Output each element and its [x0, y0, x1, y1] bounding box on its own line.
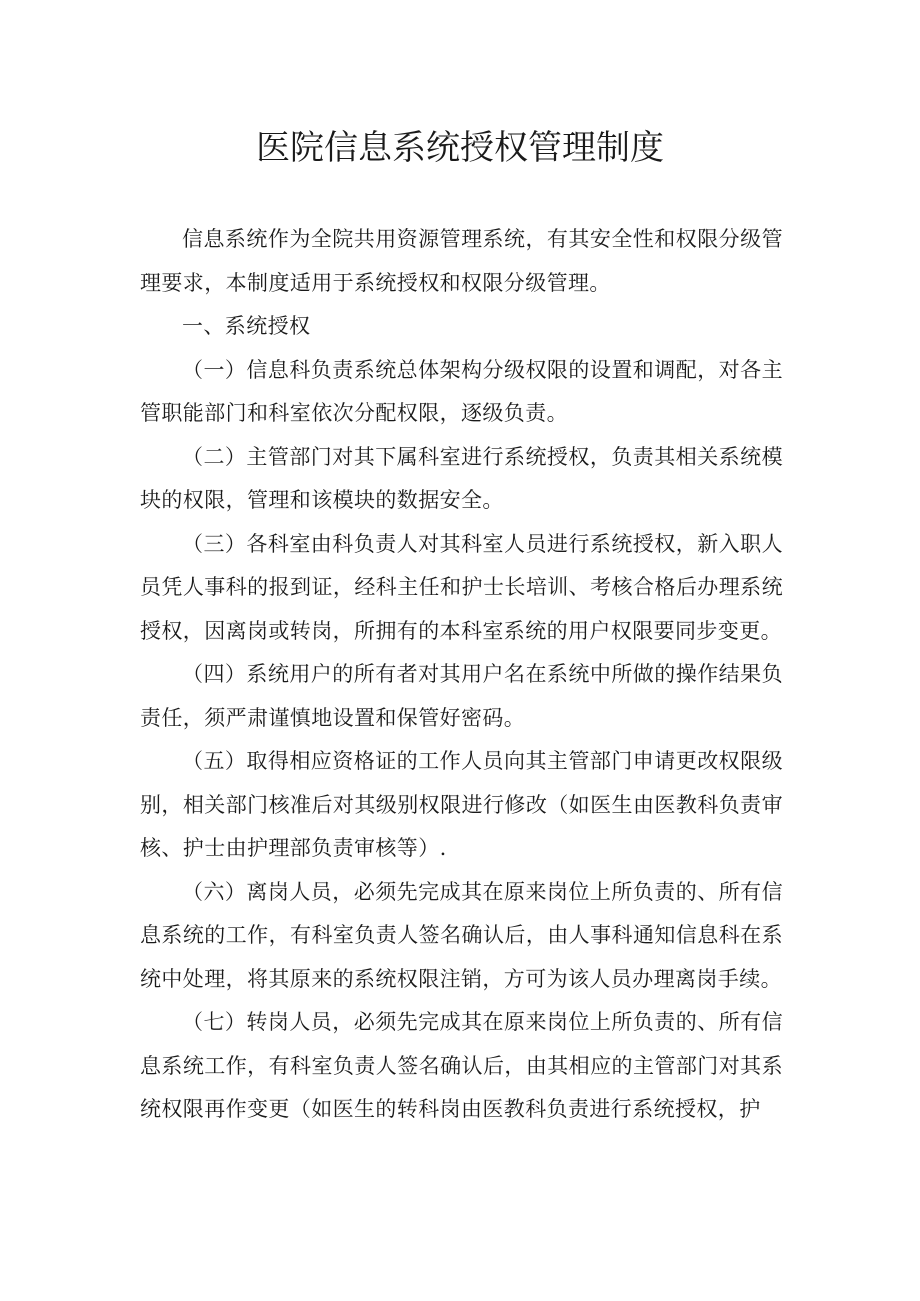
document-body — [140, 218, 783, 1132]
clause-6-paragraph: （六）离岗人员，必须先完成其在原来岗位上所负责的、所有信息系统的工作，有科室负责人签名确认后，由人事科通知信息科在系统中处理，将其原来的系统权限注销，方可为该人员办理离岗手续。 — [140, 879, 783, 991]
intro-paragraph: 信息系统作为全院共用资源管理系统，有其安全性和权限分级管理要求，本制度适用于系统授权和权限分级管理。 — [140, 227, 783, 295]
section-heading-system-authorization: 一、系统授权 — [182, 314, 311, 338]
clause-4-paragraph: （四）系统用户的所有者对其用户名在系统中所做的操作结果负责任，须严肃谨慎地设置和保管好密码。 — [140, 662, 783, 730]
clause-7-paragraph: （七）转岗人员，必须先完成其在原来岗位上所负责的、所有信息系统工作，有科室负责人签名确认后，由其相应的主管部门对其系统权限再作变更（如医生的转科岗由医教科负责进行系统授权，护 — [140, 1010, 783, 1121]
clause-3-paragraph: （三）各科室由科负责人对其科室人员进行系统授权，新入职人员凭人事科的报到证，经科主任和护士长培训、考核合格后办理系统授权，因离岗或转岗，所拥有的本科室系统的用户权限要同步变更。 — [140, 531, 783, 643]
clause-2-paragraph: （二）主管部门对其下属科室进行系统授权，负责其相关系统模块的权限，管理和该模块的数据安全。 — [140, 444, 783, 512]
clause-1-paragraph: （一）信息科负责系统总体架构分级权限的设置和调配，对各主管职能部门和科室依次分配权限，逐级负责。 — [140, 357, 783, 425]
document-title: 医院信息系统授权管理制度 — [256, 128, 664, 168]
clause-5-paragraph: （五）取得相应资格证的工作人员向其主管部门申请更改权限级别，相关部门核准后对其级别权限进行修改（如医生由医教科负责审核、护士由护理部负责审核等）. — [140, 749, 783, 860]
